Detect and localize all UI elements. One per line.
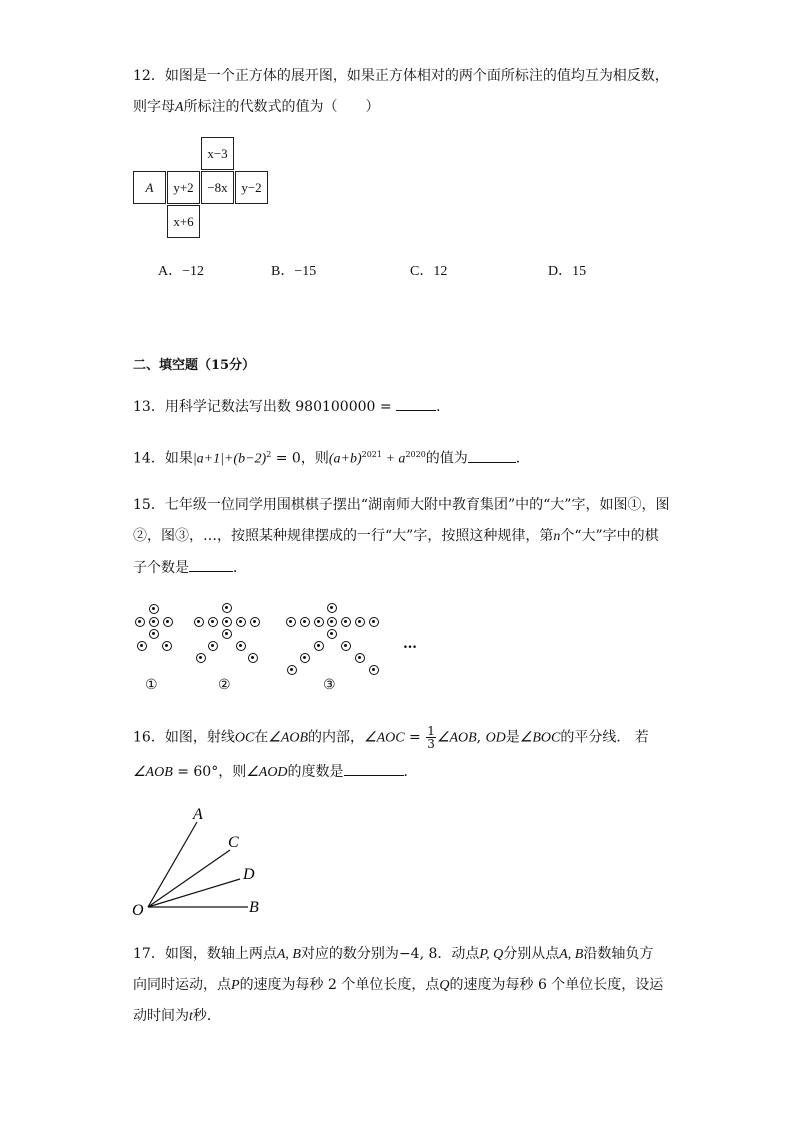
- q15-line3: [133, 557, 247, 578]
- q13: [133, 396, 450, 417]
- q16-angle-aob-3: ∠AOB: [133, 765, 173, 780]
- go-stone: [162, 641, 172, 651]
- q14-exp3: 2020: [405, 450, 426, 459]
- q17-point-p: P: [231, 978, 240, 993]
- q17-points-ab-2: A, B: [559, 947, 584, 962]
- q15-var-n: n: [553, 529, 561, 544]
- section-heading: 二、填空题（15分）: [133, 358, 256, 373]
- q14-mid: = 0，则: [271, 450, 329, 467]
- q16-line2: [133, 761, 418, 783]
- q13-end: ．: [436, 399, 451, 415]
- q14-prefix: 14．如果: [133, 450, 193, 467]
- q16-angle-aob-2: ∠AOB: [436, 730, 477, 746]
- q14-end: ．: [515, 450, 530, 467]
- q16-text: 的度数是: [287, 764, 344, 780]
- q15-end: ．: [233, 560, 247, 576]
- q15-line2: [133, 526, 659, 547]
- q17-text: 分别从点: [503, 946, 560, 962]
- q17-point-q: Q: [439, 978, 450, 993]
- go-stone: [149, 604, 159, 614]
- figure-label-1: ①: [145, 677, 158, 693]
- q12-line1: 12．如图是一个正方体的展开图，如果正方体相对的两个面所标注的值均互为相反数，: [133, 68, 669, 84]
- q12-line2: [133, 97, 380, 118]
- go-stone: [369, 617, 379, 627]
- q15-line2-suffix: 个“大”字中的棋: [560, 528, 659, 544]
- q14-expr2: (a+b): [328, 451, 362, 467]
- q15-line3-text: 子个数是: [133, 560, 189, 576]
- go-stone: [341, 617, 351, 627]
- go-stone: [236, 641, 246, 651]
- go-stone: [355, 617, 365, 627]
- q16-ray-oc: OC: [234, 730, 255, 746]
- go-stone: [135, 617, 145, 627]
- q16-angle-boc: ∠BOC: [519, 730, 561, 746]
- q14: [133, 445, 530, 470]
- go-stone: [236, 617, 246, 627]
- net-cell-minus-8x: −8x: [201, 171, 234, 204]
- go-stone: [196, 653, 206, 663]
- q17-text: 17．如图，数轴上两点: [133, 946, 277, 962]
- label-d: D: [243, 866, 255, 883]
- q16-text: 16．如图，射线: [133, 729, 235, 746]
- go-stone: [194, 617, 204, 627]
- label-b: B: [249, 899, 259, 916]
- q16-text: 是: [505, 729, 520, 746]
- go-stone: [355, 653, 365, 663]
- q16-answer-blank[interactable]: [344, 761, 404, 776]
- q17-text: 秒．: [192, 1008, 221, 1024]
- net-cell-y-plus-2: y+2: [167, 171, 200, 204]
- q12-option-c[interactable]: C．12: [410, 264, 448, 279]
- go-stone: [287, 665, 297, 675]
- q12-option-b[interactable]: B．−15: [271, 264, 317, 279]
- q17-text: 对应的数分别为: [300, 946, 399, 962]
- q16-text: 在: [254, 729, 269, 746]
- q17-points-ab: A, B: [276, 947, 301, 962]
- go-stone: [300, 653, 310, 663]
- go-stone: [222, 617, 232, 627]
- go-stone: [314, 617, 324, 627]
- q16-eq: =: [404, 729, 426, 746]
- go-stone: [327, 617, 337, 627]
- go-stone: [250, 617, 260, 627]
- q16-ray-od: OD: [485, 730, 506, 746]
- net-cell-top: x−3: [201, 137, 234, 170]
- go-stone: [327, 629, 337, 639]
- q16-comma: ,: [476, 729, 486, 746]
- label-o: O: [132, 902, 144, 919]
- go-stone: [149, 617, 159, 627]
- angle-diagram: [120, 795, 280, 925]
- net-cell-y-minus-2: y−2: [235, 171, 268, 204]
- q14-exp2: 2021: [361, 450, 382, 459]
- go-stone: [248, 653, 258, 663]
- go-stone: [314, 641, 324, 651]
- q17-line3: [133, 1006, 221, 1027]
- q17-text: ．动点: [437, 946, 480, 962]
- q16-line1: [133, 725, 649, 750]
- q16-text: 的内部，: [308, 729, 365, 746]
- q15-answer-blank[interactable]: [189, 557, 233, 572]
- fraction-one-third: $\frac{1}{3}$: [427, 724, 435, 751]
- go-stone: [369, 665, 379, 675]
- q14-plus: + a: [381, 451, 406, 467]
- go-stone: [208, 641, 218, 651]
- q15-line1: 15．七年级一位同学用围棋棋子摆出“湖南师大附中教育集团”中的“大”字，如图①，图: [133, 497, 670, 513]
- q17-text: 沿数轴负方: [583, 946, 654, 962]
- go-stone: [208, 617, 218, 627]
- q16-end: ．: [403, 764, 418, 780]
- q14-exp1: 2: [266, 450, 272, 459]
- q14-expr1: |a+1|+(b−2): [192, 451, 267, 467]
- q12-var-a: A: [175, 100, 184, 115]
- q17-line2: [133, 975, 663, 996]
- figure-label-3: ③: [323, 677, 336, 693]
- label-a: A: [193, 806, 203, 823]
- q17-text: 的速度为每秒 2 个单位长度，点: [239, 977, 440, 993]
- go-stone: [341, 641, 351, 651]
- q16-text: ，则: [218, 764, 247, 780]
- q17-text: 动时间为: [133, 1008, 189, 1024]
- q17-line1: [133, 944, 653, 965]
- q16-angle-aod: ∠AOD: [246, 765, 288, 780]
- q13-text: 13．用科学记数法写出数 980100000 =: [133, 399, 397, 415]
- q16-text: 的平分线． 若: [560, 729, 649, 746]
- q14-answer-blank[interactable]: [468, 448, 516, 463]
- q15-line2-prefix: ②，图③，…，按照某种规律摆成的一行“大”字，按照这种规律，第: [133, 528, 554, 544]
- q14-suffix: 的值为: [425, 450, 468, 467]
- q13-answer-blank[interactable]: [396, 396, 436, 411]
- q16-angle-aob: ∠AOB: [268, 730, 309, 746]
- net-cell-a: A: [133, 171, 166, 204]
- net-cell-bottom: x+6: [167, 205, 200, 238]
- go-stone: [286, 617, 296, 627]
- go-stone: [300, 617, 310, 627]
- go-stone: [222, 629, 232, 639]
- go-stone: [327, 603, 337, 613]
- q17-var-t: t: [189, 1009, 193, 1024]
- ray-oc: [148, 850, 230, 907]
- go-stone: [149, 629, 159, 639]
- q12-line2-suffix: 所标注的代数式的值为（ ）: [183, 99, 380, 115]
- q12-option-a[interactable]: A．−12: [158, 264, 205, 279]
- go-stone: [163, 617, 173, 627]
- label-c: C: [228, 834, 239, 851]
- q17-text: 的速度为每秒 6 个单位长度，设运: [449, 977, 664, 993]
- figure-label-2: ②: [218, 677, 231, 693]
- q16-given: = 60°: [172, 764, 219, 780]
- q12-option-d[interactable]: D．15: [548, 264, 587, 279]
- q16-angle-aoc: ∠AOC: [364, 730, 405, 746]
- q17-text: 向同时运动，点: [133, 977, 231, 993]
- go-stone: [137, 641, 147, 651]
- figure-ellipsis: …: [403, 636, 417, 652]
- go-stone: [222, 603, 232, 613]
- q17-points-pq: P, Q: [479, 947, 504, 962]
- q12-line2-prefix: 则字母: [133, 99, 175, 115]
- q17-values: −4, 8: [398, 946, 438, 962]
